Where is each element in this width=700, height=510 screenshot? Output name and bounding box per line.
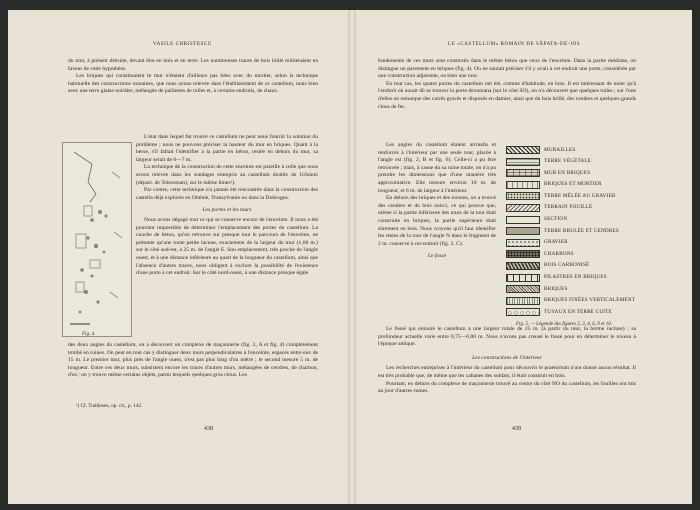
legend-swatch: [506, 204, 540, 212]
legend-item: [506, 157, 696, 169]
right-running-head: LE «CASTELLUM» ROMAIN DE SĂPATA-DE-JOS: [448, 42, 581, 47]
legend-item: [506, 145, 696, 157]
legend-label: TUYAUX EN TERRE CUITE: [544, 308, 612, 315]
right-text-top: [378, 58, 636, 111]
legend-item: [506, 203, 696, 215]
book-spread: [8, 10, 692, 504]
legend-label: TERRE VÉGÉTALE: [544, 158, 592, 165]
left-page-number: 438: [204, 426, 213, 432]
paragraph: En dehors des briques et des torsons, on a trouvé des cendres et du bois noirci, ce qui prouve que, même si la partie inférieure des murs de la tour était construite en briques, la partie supérieure était sûrement en bois. Nous croyons qu'il faut identifier les restes de la tour de l'angle N dans le fragment de 2 m. conservé à cet endroit (fig. 2, C).: [378, 195, 496, 247]
legend-item: [506, 307, 696, 319]
figure-5-caption: Fig. 5. — Légende des figures 2, 3, 4, 6, 9 et 10.: [516, 322, 613, 327]
left-running-head: VASILE CHRISTESCU: [153, 42, 213, 47]
paragraph: Les recherches entreprises à l'intérieur du castellum pour découvrir le praetorium n'ont donné aucun résultat. Il est très probable que, de même que les cabanes des soldats, il était construit en bois.: [378, 365, 636, 379]
legend-item: [506, 249, 696, 261]
section-title-interior: Les constructions de l'intérieur: [472, 354, 542, 361]
paragraph: Nous avons dégagé tout ce qui se conserve encore de l'enceinte. Il nous a été pourtant impossible de déterminer l'emplacement des portes du castellum. La couche de béton, qu'on retrouve sur presque tout le parcours de l'enceinte, ne présente qu'une toute petite lacune, exactement de la largeur du mur (1,60 m.) sur le côté sud-est, à 25 m. de l'angle E. Son emplacement, très proche de l'angle ouest, et à une distance inférieure au quart de la longueur du castellum, ainsi que l'absence d'autres traces, nous obligent à exclure la possibilité de l'existence d'une porte à cet endroit. Sur le côté nord-ouest, à une distance presque égale: [136, 216, 318, 277]
right-text-beside-legend: [378, 142, 496, 263]
paragraph: du mur, à présent détruite, devant être en bois et en terre. Les nombreuses traces de bois brûlé militeraient en faveur de cette hypothèse.: [68, 58, 318, 72]
legend-label: BRIQUES FIXÉES VERTICALEMENT: [544, 297, 636, 304]
paragraph: L'état dans lequel fut trouvé ce castellum ne peut nous fournir la solution du problème ; nous ne pouvons préciser la hauteur du mur en briques. Quant à la herse, s'il fallait l'identifier à la partie en béton, restée en dehors du mur, sa largeur serait de 6—7 m.: [136, 134, 318, 163]
book-gutter: [348, 10, 356, 504]
paragraph: En tout cas, les quatre portes du castellum ont été, comme d'habitude, en bois. Il est intéressant de noter qu'à l'endroit où aurait dû se trouver la porte dexumana (sur le côté SO), on n'a découvert que quelques tuiles ; sur l'une d'elles on remarque des carrés gravés et disposés en damier, ainsi que du bois brûlé, des cendres et quelques grands clous de fer.: [378, 80, 636, 110]
legend-swatch: [506, 297, 540, 305]
legend-swatch: [506, 181, 540, 189]
legend-item: [506, 180, 696, 192]
legend-swatch: [506, 169, 540, 177]
legend-item: [506, 261, 696, 273]
legend-label: PILASTRES EN BRIQUES: [544, 274, 607, 281]
legend-label: MUR EN BRIQUES: [544, 169, 591, 176]
left-page: [8, 10, 348, 504]
figure-4-caption: Fig. 4.: [82, 332, 96, 337]
legend-item: [506, 168, 696, 180]
legend-label: TERRE MÊLÉE AU GRAVIER: [544, 192, 616, 199]
left-text-bottom: [68, 342, 318, 380]
paragraph: Le fossé qui entoure le castellum a une largeur totale de 25 m. (à partir du mur, la berme incluse) ; sa profondeur actuelle varie entre 0,75—0,80 m. Nous n'avons pas creusé le fossé pour en déterminer le niveau à l'époque antique.: [378, 326, 636, 348]
left-text-beside-figure: [136, 134, 318, 278]
legend-item: [506, 215, 696, 227]
paragraph: des deux angles du castellum, on a découvert un complexe de maçonnerie (fig. 2, A et fig. 4) complètement tombé en ruines. On peut en tout cas y distinguer deux murs perpendiculaires à l'enceinte, espacés entre eux de 15 m. Le premier mur, plus près de l'angle ouest, n'est pas plus long d'un mètre ; le second mesure 5 m. de longueur. Entre ces deux murs, subsistent encore les traces d'autres murs, mélangées de cendres, de charbon, d'os ; on y trouve même certains objets, parmi lesquels quelques gros clous. Les: [68, 342, 318, 379]
legend-label: TERRE BRULÉE ET CENDRES: [544, 227, 619, 234]
right-page-number: 439: [512, 426, 521, 432]
figure-4-plan: [62, 142, 132, 337]
legend-swatch: [506, 146, 540, 154]
legend-item: [506, 273, 696, 285]
legend-label: CHARBONS: [544, 250, 574, 257]
legend-swatch: [506, 216, 540, 224]
left-text-top: [68, 58, 318, 96]
paragraph: La technique de la construction de cette enceinte est pareille à celle que nous avons relevée dans les sondages entrepris au castellum double de Urluieni (départ. de Teleorman), sur le même limes¹).: [136, 164, 318, 186]
legend-swatch: [506, 239, 540, 247]
legend-label: BOIS CARBONISÉ: [544, 262, 590, 269]
legend-label: MURAILLES: [544, 146, 576, 153]
section-title-portes: Les portes et les tours: [202, 207, 252, 214]
legend-item: [506, 238, 696, 250]
legend-swatch: [506, 285, 540, 293]
paragraph: Pourtant, en dehors du complexe de maçonnerie trouvé au centre du côté NO du castellum, les fouilles ont mis au jour d'autres ruines.: [378, 380, 636, 395]
legend-label: BRIQUES: [544, 285, 568, 292]
paragraph: fondements de ces murs sont construits dans le même béton que ceux de l'enceinte. Dans la partie médiane, on distingue un pavement en briques (fig. 4). On ne saurait préciser s'il y avait à cet endroit une porte, considérée par une construction adjacente, ou bien une tour.: [378, 58, 636, 80]
legend-label: SECTION: [544, 216, 568, 223]
paragraph: Par contre, cette technique n'a jamais été rencontrée dans la construction des castella déjà explorés en Olténie, Transylvanie ou dans la Dobrogea.: [136, 187, 318, 201]
footnote: ¹) Cf. Tudileseu, op. cit., p. 142.: [76, 403, 143, 409]
paragraph: Les briques qui constituaient le mur n'étaient d'ailleurs pas liées avec du mortier, selon la technique habituelle des constructions romaines, que nous avons relevée dans l'établissement de ce castellum, mais bien avec une terre glaise noirâtre, mélangée de paillettes de tuiles et, à certains endroits, de chaux.: [68, 73, 318, 95]
legend-swatch: [506, 274, 540, 282]
legend-label: GRAVIER: [544, 239, 568, 246]
legend-swatch: [506, 308, 540, 316]
legend-item: [506, 284, 696, 296]
section-title-fosse: Le fossé: [427, 253, 447, 260]
legend-swatch: [506, 262, 540, 270]
legend-label: TERRAIN FOUILLÉ: [544, 204, 593, 211]
legend-swatch: [506, 250, 540, 258]
legend-label: BRIQUES ET MORTIER: [544, 181, 602, 188]
figure-5-legend: [506, 145, 696, 319]
legend-swatch: [506, 192, 540, 200]
legend-item: [506, 296, 696, 308]
legend-item: [506, 226, 696, 238]
paragraph: Les angles du castellum étaient arrondis et renforcés à l'intérieur par une seule tour, placée à l'angle est (fig. 2, B et fig. 6). Celle-ci a pu être retrouvée ; mais, à cause du sa ruine totale, on n'a pu prendre les dimensions que d'une manière très approximative. Elle mesure environ 10 m. de longueur, et 6 m. de largeur à l'intérieur.: [378, 142, 496, 194]
legend-swatch: [506, 158, 540, 166]
legend-swatch: [506, 227, 540, 235]
right-text-fosse: [378, 326, 636, 396]
legend-item: [506, 191, 696, 203]
